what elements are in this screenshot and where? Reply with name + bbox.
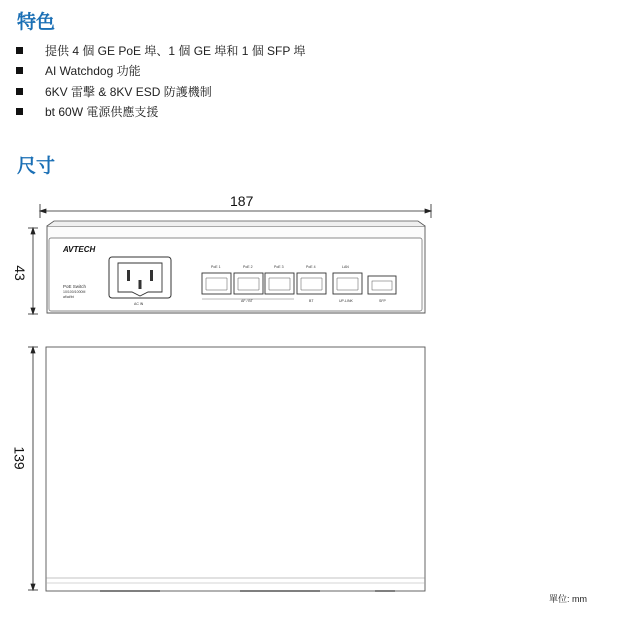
height-dimension-value: 43	[11, 265, 28, 281]
port-group-label: UP-LINK	[339, 299, 353, 303]
sfp-port-icon	[368, 276, 396, 294]
feature-text: 提供 4 個 GE PoE 埠、1 個 GE 埠和 1 個 SFP 埠	[45, 43, 306, 58]
brand-logo: AVTECH	[63, 245, 96, 254]
port-label: LAN	[342, 265, 349, 269]
width-dimension-line	[40, 204, 431, 218]
model-label-line2: 10/100/1000M	[63, 290, 86, 294]
feature-text: AI Watchdog 功能	[45, 64, 141, 79]
dimensions-heading: 尺寸	[17, 156, 56, 177]
sfp-label: SFP	[379, 299, 386, 303]
width-dimension-value: 187	[230, 193, 254, 209]
depth-dimension-value: 139	[11, 446, 28, 470]
model-label-line3: af/at/bt	[63, 295, 74, 299]
feature-text: 6KV 雷擊 & 8KV ESD 防護機制	[45, 84, 212, 99]
port-label: PoE 4	[306, 265, 316, 269]
rj45-port-icon	[265, 273, 294, 294]
rj45-port-icon	[297, 273, 326, 294]
port-label: PoE 2	[243, 265, 253, 269]
port-label: PoE 1	[211, 265, 221, 269]
height-dimension-line	[28, 228, 38, 314]
unit-note: 單位: mm	[549, 594, 587, 604]
port-group-label: AF / BT	[241, 299, 253, 303]
port-label: PoE 3	[274, 265, 284, 269]
rj45-port-icon	[202, 273, 231, 294]
switch-front-view	[47, 221, 425, 313]
switch-top-view	[46, 347, 425, 591]
depth-dimension-line	[28, 347, 38, 590]
features-heading: 特色	[17, 12, 56, 33]
power-label: AC IN	[134, 302, 144, 306]
rj45-port-icon	[234, 273, 263, 294]
feature-text: bt 60W 電源供應支援	[45, 105, 159, 120]
power-inlet-icon	[109, 257, 171, 298]
model-label-line1: PoE Switch	[63, 284, 87, 289]
port-group-label: BT	[309, 299, 314, 303]
rj45-port-icon	[333, 273, 362, 294]
